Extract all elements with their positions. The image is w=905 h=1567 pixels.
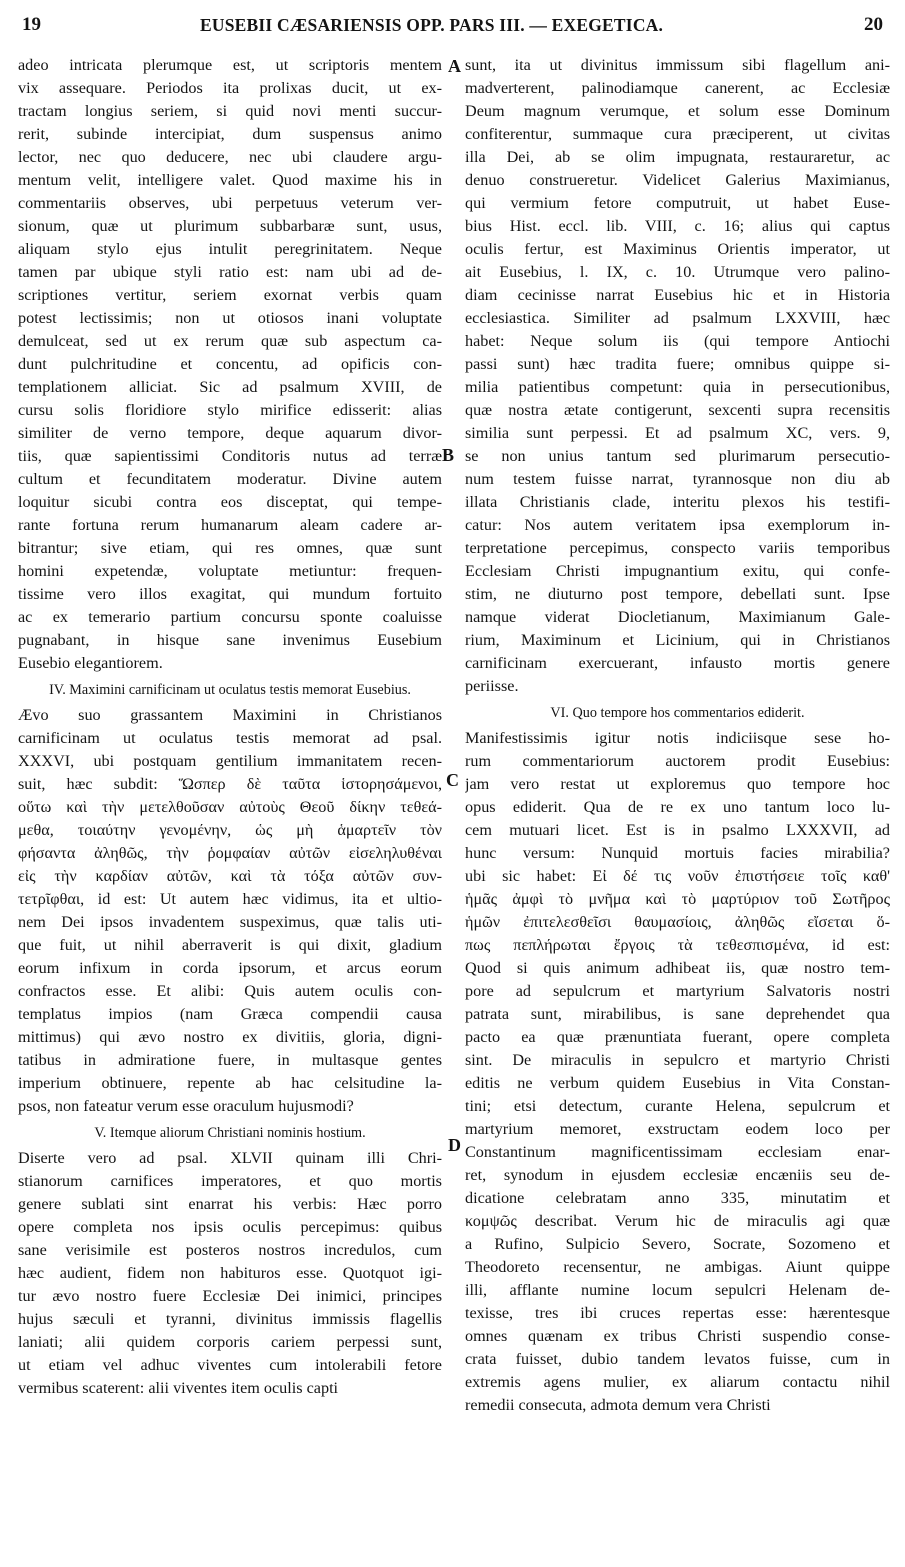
text-line: rerit, subinde intercipiat, dum suspensus animo xyxy=(18,125,442,143)
margin-letter-d: D xyxy=(448,1135,461,1155)
text-line: pacto ea quæ prænuntiata fuerant, opere completa xyxy=(465,1028,890,1046)
text-line: hunc versum: Nunquid mortuis facies mirabilia? xyxy=(465,844,890,862)
text-line: suit, hæc subdit: Ὥσπερ δὲ ταῦτα ἱστορησάμενοι, xyxy=(18,775,442,793)
text-line: similiter de verno tempore, deque aquarum divor- xyxy=(18,424,442,442)
text-line: ret, synodum in ejusdem ecclesiæ encæniis seu de- xyxy=(465,1166,890,1184)
section-5-title: V. Itemque aliorum Christiani nominis hostium. xyxy=(94,1125,366,1141)
right-paragraph-1 xyxy=(465,54,890,698)
left-column xyxy=(18,54,442,1400)
text-line: πως πεπλήρωται ἔργοις τὰ τεθεσπισμένα, id est: xyxy=(465,936,890,954)
text-line: carnificinam exercuerant, infausto mortis genere xyxy=(465,654,890,672)
text-line: crata fuisset, dubio tandem levatos fuisse, cum in xyxy=(465,1350,890,1368)
right-column xyxy=(465,54,890,1417)
text-line: ait Eusebius, l. IX, c. 10. Utrumque vero palino- xyxy=(465,263,890,281)
text-line: homini expetendæ, voluptate metiuntur: frequen- xyxy=(18,562,442,580)
text-line: ἡμῶν ἐπιτελεσθεῖσι θαυμασίοις, ἀληθῶς εἴσεται ὅ- xyxy=(465,913,890,931)
text-line: mentum velit, intelligere valet. Quod maxime his in xyxy=(18,171,442,189)
text-line: tiis, quæ sapientissimi Conditoris nutus ad terræ xyxy=(18,447,442,465)
text-line: Diserte vero ad psal. XLVII quinam illi Chri- xyxy=(18,1149,442,1167)
text-line: pore ad sepulcrum et martyrium Salvatoris nostri xyxy=(465,982,890,1000)
text-line: num testem fuisse narrat, tyrannosque non diu ab xyxy=(465,470,890,488)
text-line: cursu solis floridiore stylo mirifice edisserit: alias xyxy=(18,401,442,419)
text-line: vermibus scaterent: alii viventes item oculis capti xyxy=(18,1379,339,1397)
text-line: confractos esse. Et alibi: Quis autem oculis con- xyxy=(18,982,442,1000)
text-line: milia patientibus competunt: quia in persecutionibus, xyxy=(465,378,890,396)
text-line: illa Dei, ab se olim impugnata, restauraretur, ac xyxy=(465,148,890,166)
text-line: qui vermium fetore computruit, ut habet Euse- xyxy=(465,194,890,212)
text-line: eorum infixum in corda ipsorum, et arcus eorum xyxy=(18,959,442,977)
text-line: madverterent, palinodiamque canerent, ac Ecclesiæ xyxy=(465,79,890,97)
text-line: editis ne verbum quidem Eusebius in Vita Constan- xyxy=(465,1074,890,1092)
text-line: stim, ne diuturno post tempore, debellati sunt. Ipse xyxy=(465,585,890,603)
right-paragraph-2 xyxy=(465,727,890,1417)
text-line: patrata sunt, mirabilibus, is sane deprehendet qua xyxy=(465,1005,890,1023)
text-line: dicatione celebratam anno 335, minutatim et xyxy=(465,1189,890,1207)
text-line: potest lectissimis; non ut otiosos inani voluptate xyxy=(18,309,442,327)
text-line: ecclesiastica. Similiter ad psalmum LXXVIII, hæc xyxy=(465,309,890,327)
text-line: Ævo suo grassantem Maximini in Christianos xyxy=(18,706,442,724)
text-line: rium, Maximinum et Licinium, qui in Christianos xyxy=(465,631,890,649)
text-line: lector, nec quo deducere, nec ubi claudere argu- xyxy=(18,148,442,166)
text-line: habet: Neque solum iis (qui tempore Antiochi xyxy=(465,332,890,350)
text-line: illi, afflante numine locum sepulcri Helenam de- xyxy=(465,1281,890,1299)
text-line: sunt, ita ut divinitus immissum sibi flagellum ani- xyxy=(465,56,890,74)
text-line: extremis agens mulier, ex aliarum contactu nihil xyxy=(465,1373,890,1391)
text-line: tissime vero illos exagitat, qui mundum fortuito xyxy=(18,585,442,603)
text-line: XXXVI, ubi postquam gentilium immanitatem recen- xyxy=(18,752,442,770)
text-line: opus ediderit. Qua de re ex uno tantum loco lu- xyxy=(465,798,890,816)
page-number-left: 19 xyxy=(22,14,41,35)
section-4-title: IV. Maximini carnificinam ut oculatus testis memorat Eusebius. xyxy=(49,682,411,698)
text-line: hujus sæculi et tyranni, divinitus immissis flagellis xyxy=(18,1310,442,1328)
text-line: οὕτω καὶ τὴν μετελθοῦσαν αὐτοὺς Θεοῦ δίκην τεθεά- xyxy=(18,798,442,816)
text-line: rante fortuna rerum humanarum aleam cadere ar- xyxy=(18,516,442,534)
text-line: tractam longius seriem, si quid novi menti succur- xyxy=(18,102,442,120)
text-line: tini; etsi detectum, curante Helena, sepulcrum et xyxy=(465,1097,890,1115)
text-line: terpretatione percepimus, conspecto variis temporibus xyxy=(465,539,890,557)
left-paragraph-2 xyxy=(18,704,442,1118)
text-line: εἰς τὴν καρδίαν αὐτῶν, καὶ τὰ τόξα αὐτῶν συν- xyxy=(18,867,442,885)
text-line: ἡμᾶς ἀμφὶ τὸ μνῆμα καὶ τὸ μαρτύριον τοῦ Σωτῆρος xyxy=(465,890,890,908)
text-line: laniati; alii quidem corporis cariem perpessi sunt, xyxy=(18,1333,442,1351)
text-line: catur: Nos autem veritatem ipsa exemplorum in- xyxy=(465,516,890,534)
text-line: bius Hist. eccl. lib. VIII, c. 16; alius qui captus xyxy=(465,217,890,235)
text-line: sane verisimile est posteros nostros incredulos, cum xyxy=(18,1241,442,1259)
text-line: similia sunt perpessi. Et ad psalmum XC, vers. 9, xyxy=(465,424,890,442)
section-6-title: VI. Quo tempore hos commentarios ediderit. xyxy=(550,705,805,721)
page-number-right: 20 xyxy=(864,14,883,35)
text-line: imperium obtinuere, repente ab hac celsitudine la- xyxy=(18,1074,442,1092)
text-line: templatus impios (nam Græca compendii causa xyxy=(18,1005,442,1023)
text-line: mittimus) qui ævo nostro ex divitiis, gloria, digni- xyxy=(18,1028,442,1046)
text-line: genere sublati sint enarrat his verbis: Hæc porro xyxy=(18,1195,442,1213)
text-line: Quod si quis animum adhibeat iis, quæ nostro tem- xyxy=(465,959,890,977)
text-line: tamen par ubique styli ratio est: nam ubi ad de- xyxy=(18,263,442,281)
text-line: tur ævo nostro fuere Ecclesiæ Dei inimici, principes xyxy=(18,1287,442,1305)
page-header xyxy=(0,14,905,42)
text-line: bitrantur; sive etiam, qui res omnes, quæ sunt xyxy=(18,539,442,557)
text-line: Deum magnum verumque, et solum esse Dominum xyxy=(465,102,890,120)
text-line: ac ex temerario partium concursu sponte coaluisse xyxy=(18,608,442,626)
left-paragraph-3 xyxy=(18,1147,442,1400)
margin-letter-b: B xyxy=(442,445,455,465)
text-line: remedii consecuta, admota demum vera Christi xyxy=(465,1396,771,1414)
text-line: Eusebio elegantiorem. xyxy=(18,654,163,672)
text-line: namque viderat Diocletianum, Maximianum Gale- xyxy=(465,608,890,626)
text-line: periisse. xyxy=(465,677,519,695)
text-line: martyrium memoret, exstructam eodem loco per xyxy=(465,1120,890,1138)
text-line: Manifestissimis igitur notis indiciisque sese ho- xyxy=(465,729,890,747)
text-line: templationem alliciat. Sic ad psalmum XVIII, de xyxy=(18,378,442,396)
text-line: nem Dei ipsos invadentem suspeximus, quæ talis uti- xyxy=(18,913,442,931)
text-line: tatibus in admiratione fuere, in multasque gentes xyxy=(18,1051,442,1069)
text-line: que fuit, ut nihil aberraverit is qui dixit, gladium xyxy=(18,936,442,954)
text-line: demulceat, sed ut ex rerum quæ sub aspectum ca- xyxy=(18,332,442,350)
text-line: sionum, quæ ut plurimum subbarbaræ sunt, usus, xyxy=(18,217,442,235)
text-line: dunt pulchritudine et concentu, ad opificis con- xyxy=(18,355,442,373)
text-line: sint. De miraculis in sepulcro et martyrio Christi xyxy=(465,1051,890,1069)
text-line: cultum et fecunditatem moderatur. Divine autem xyxy=(18,470,442,488)
text-line: loquitur sicubi contra eos disceptat, qui tempe- xyxy=(18,493,442,511)
text-line: se non unius tantum sed plurimarum persecutio- xyxy=(465,447,890,465)
text-line: cem mutuari licet. Est is in psalmo LXXXVII, ad xyxy=(465,821,890,839)
text-line: carnificinam ut oculatus testis memorat ad psal. xyxy=(18,729,442,747)
text-line: adeo intricata plerumque est, ut scriptoris mentem xyxy=(18,56,442,74)
text-line: oculis fertur, est Maximinus Orientis imperator, ut xyxy=(465,240,890,258)
text-line: Ecclesiam Christi impugnantium exitu, qui confe- xyxy=(465,562,890,580)
text-line: omnes quænam ex tribus Christi suspendio conse- xyxy=(465,1327,890,1345)
left-paragraph-1 xyxy=(18,54,442,675)
text-line: μεθα, τοιαύτην γενομένην, ὡς μὴ ἁμαρτεῖν τὸν xyxy=(18,821,442,839)
margin-letter-a: A xyxy=(448,56,461,76)
text-line: commentariis observes, ubi perpetuus veterum ver- xyxy=(18,194,442,212)
text-line: τετρῖφθαι, id est: Ut autem hæc vidimus, ita et ultio- xyxy=(18,890,442,908)
text-line: κομψῶς describat. Verum hic de miraculis agi quæ xyxy=(465,1212,890,1230)
text-line: ut etiam vel adhuc viventes cum intolerabili fetore xyxy=(18,1356,442,1374)
text-line: confiterentur, summaque cura præciperent, ut civitas xyxy=(465,125,890,143)
text-line: quæ nostra ætate contigerunt, sexcenti supra recensitis xyxy=(465,401,890,419)
text-line: hæc audient, fidem non habituros esse. Quotquot igi- xyxy=(18,1264,442,1282)
text-line: Constantinum magnificentissimam ecclesiam enar- xyxy=(465,1143,890,1161)
text-line: texisse, tres ibi cruces repertas esse: hærentesque xyxy=(465,1304,890,1322)
running-title: EUSEBII CÆSARIENSIS OPP. PARS III. — EXEGETICA. xyxy=(200,15,664,35)
text-line: denuo construeretur. Videlicet Galerius Maximianus, xyxy=(465,171,890,189)
text-line: illata Christianis clade, interitu plexos his testifi- xyxy=(465,493,890,511)
text-line: passi sunt) hæc tradita fuere; omnibus quippe si- xyxy=(465,355,890,373)
text-line: a Rufino, Sulpicio Severo, Socrate, Sozomeno et xyxy=(465,1235,890,1253)
text-line: scriptiones vertitur, seriem exornat verbis quam xyxy=(18,286,442,304)
text-line: Theodoreto recensentur, ne ambigas. Aiunt quippe xyxy=(465,1258,890,1276)
text-line: opere completa nos ipsis oculis percepimus: quibus xyxy=(18,1218,442,1236)
margin-letter-c: C xyxy=(446,770,459,790)
text-line: psos, non fateatur verum esse oraculum hujusmodi? xyxy=(18,1097,354,1115)
text-line: stianorum carnifices imperatores, et quo mortis xyxy=(18,1172,442,1190)
text-line: vix assequare. Periodos ita prolixas ducit, ut ex- xyxy=(18,79,442,97)
text-line: rum commentariorum auctorem prodit Eusebius: xyxy=(465,752,890,770)
text-line: jam vero restat ut exploremus quo tempore hoc xyxy=(465,775,890,793)
text-line: aliquam stylo ejus intulit peregrinitatem. Neque xyxy=(18,240,442,258)
text-line: ubi sic habet: Εἰ δέ τις νοῦν ἐπιστήσειε τοῖς καθ' xyxy=(465,867,890,885)
text-line: diam cecinisse narrat Eusebius hic et in Historia xyxy=(465,286,890,304)
text-line: φήσαντα ἀληθῶς, τὴν ῥομφαίαν αὐτῶν εἰσεληλυθέναι xyxy=(18,844,442,862)
text-line: pugnabant, in hisque sane invenimus Eusebium xyxy=(18,631,442,649)
